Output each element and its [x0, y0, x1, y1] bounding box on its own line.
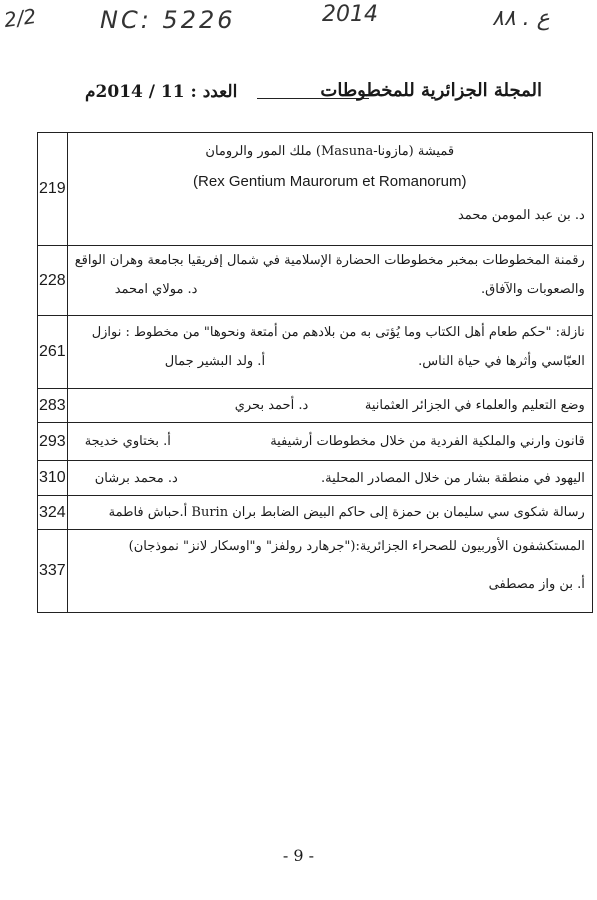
entry-title-tail: العبّاسي وأثرها في حياة الناس.: [418, 354, 585, 369]
entry-author: أ. بن واز مصطفى: [488, 577, 585, 592]
table-row: [38, 133, 593, 246]
entry-title: قانون وارني والملكية الفردية من خلال مخطوطات أرشيفية: [270, 434, 585, 449]
title-cell: [67, 461, 592, 496]
issue-info: العدد : 11 / 2014م: [85, 82, 238, 102]
entry-title: رقمنة المخطوطات بمخبر مخطوطات الحضارة الإسلامية في شمال إفريقيا بجامعة وهران الواقع: [74, 253, 585, 268]
title-cell: [67, 496, 592, 530]
page-cell: 261: [38, 316, 68, 389]
handwritten-nc-number: NC: 5226: [100, 6, 236, 34]
entry-title: رسالة شكوى سي سليمان بن حمزة إلى حاكم البيض الضابط بران Burin أ.حباش فاطمة: [108, 504, 585, 520]
title-cell: [67, 530, 592, 613]
page-cell: 310: [38, 461, 68, 496]
page-cell: 228: [38, 246, 68, 316]
entry-title-tail: والصعوبات والآفاق.: [481, 282, 585, 297]
table-row: [38, 389, 593, 423]
table-row: [38, 496, 593, 530]
entry-author: د. محمد برشان: [94, 470, 178, 486]
table-row: [38, 316, 593, 389]
entry-title: قميشة (مازونا-Masuna) ملك المور والرومان: [205, 144, 455, 159]
title-cell: [67, 133, 592, 246]
title-cell: [67, 423, 592, 461]
table-row: [38, 530, 593, 613]
entry-author: أ. بختاوي خديجة: [84, 434, 171, 449]
entry-title: وضع التعليم والعلماء في الجزائر العثمانية: [364, 398, 585, 413]
header-rule: [257, 98, 369, 99]
page-cell: 219: [38, 133, 68, 246]
entry-title: نازلة: "حكم طعام أهل الكتاب وما يُؤتى به من بلادهم من أمتعة ونحوها" من مخطوط : نوازل: [91, 325, 585, 340]
title-cell: [67, 246, 592, 316]
entry-author: د. أحمد بحري: [234, 398, 309, 413]
table-row: [38, 461, 593, 496]
page-cell: 337: [38, 530, 68, 613]
entry-title: المستكشفون الأوربيون للصحراء الجزائرية:("جرهارد رولفز" و"اوسكار لانز" نموذجان): [128, 539, 585, 554]
table-row: [38, 423, 593, 461]
page-cell: 324: [38, 496, 68, 530]
handwritten-mark-left: 2/2: [2, 3, 38, 33]
page-header: [85, 80, 542, 112]
title-cell: [67, 389, 592, 423]
journal-title: المجلة الجزائرية للمخطوطات: [320, 80, 542, 101]
handwritten-year: 2014: [322, 2, 378, 27]
page-cell: 293: [38, 423, 68, 461]
entry-author: د. بن عبد المومن محمد: [457, 208, 585, 223]
handwritten-reference: ع . ٨٨: [492, 6, 550, 31]
page-number: - 9 -: [282, 846, 315, 865]
entry-author: د. مولاي امحمد: [114, 282, 198, 297]
table-row: [38, 246, 593, 316]
entry-title-latin: (Rex Gentium Maurorum et Romanorum): [193, 173, 467, 190]
contents-table: [37, 132, 593, 613]
title-cell: [67, 316, 592, 389]
entry-author: أ. ولد البشير جمال: [164, 354, 266, 369]
entry-title: اليهود في منطقة بشار من خلال المصادر المحلية.: [320, 470, 585, 486]
page-cell: 283: [38, 389, 68, 423]
